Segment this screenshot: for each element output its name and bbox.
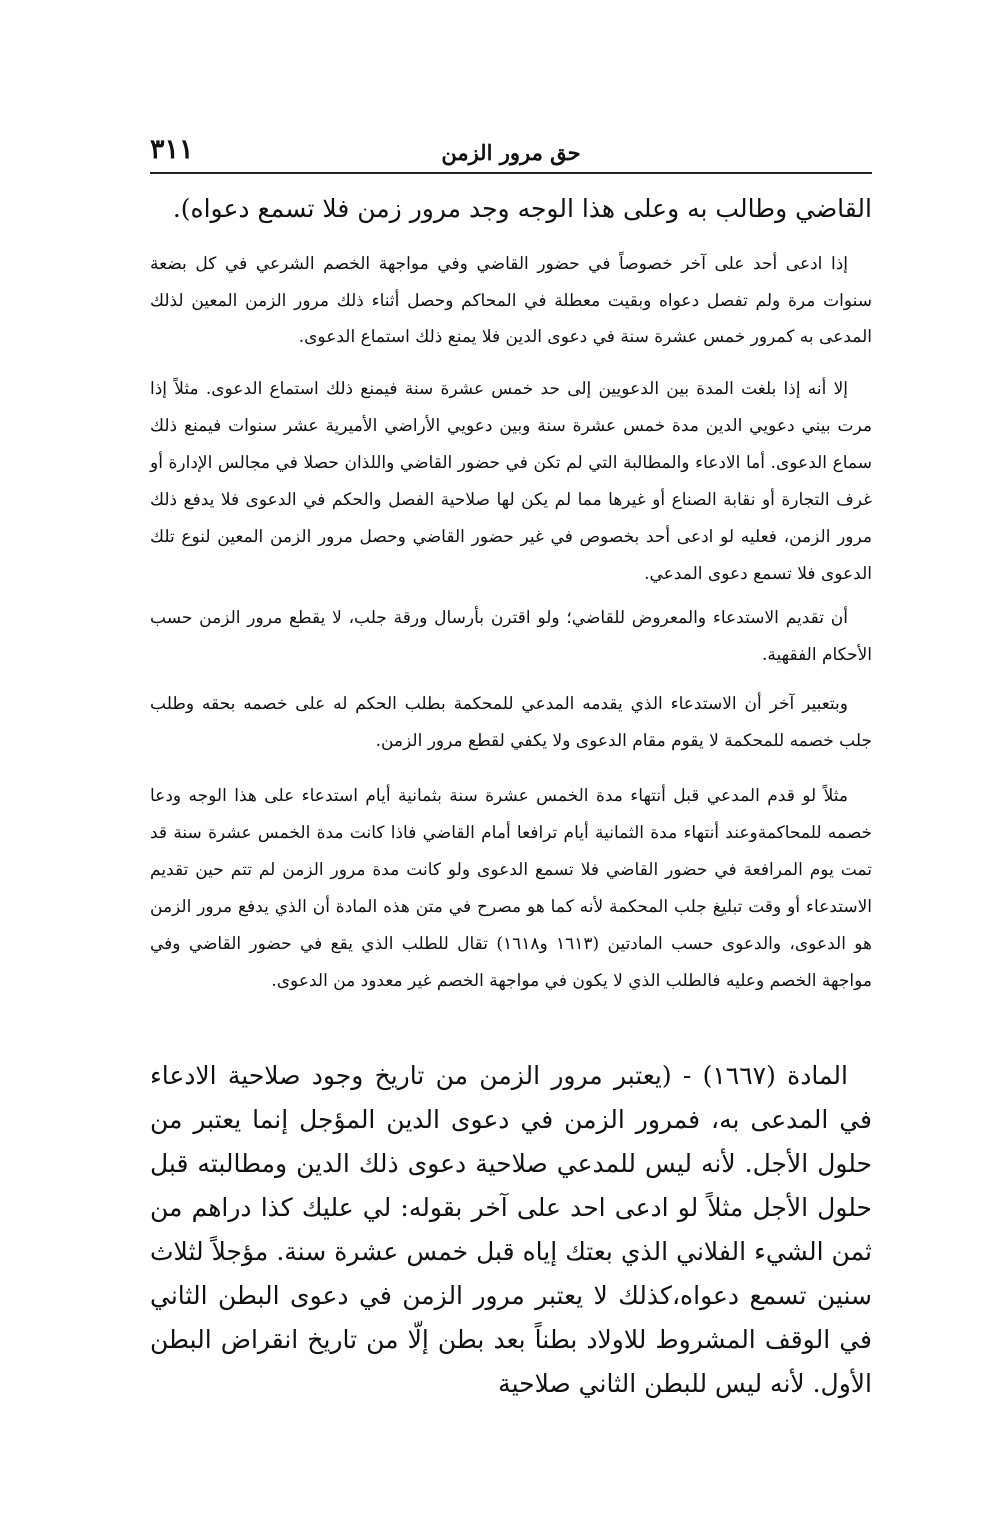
page-number: ٣١١ xyxy=(150,134,194,165)
paragraph-continuation: القاضي وطالب به وعلى هذا الوجه وجد مرور زمن فلا تسمع دعواه). xyxy=(172,194,872,223)
paragraph-commentary-2: إلا أنه إذا بلغت المدة بين الدعويين إلى حد خمس عشرة سنة فيمنع ذلك استماع الدعوى. مثلاً إذا مرت بيني دعويي الدين مدة خمس عشرة سنة وبين دعويي الأراضي الأميرية عشر سنوات فيمنع ذلك سماع الدعوى. أما الادعاء والمطالبة التي لم تكن في حضور القاضي واللذان حصلا في مجالس الإدارة أو غرف التجارة أو نقابة الصناع أو غيرها مما لم يكن لها صلاحية الفصل والحكم في الدعوى فلا يدفع ذلك مرور الزمن، فعليه لو ادعى أحد بخصوص في غير حضور القاضي وحصل مرور الزمن المعين لنوع تلك الدعوى فلا تسمع دعوى المدعي. xyxy=(150,379,872,584)
paragraph-commentary-4: وبتعبير آخر أن الاستدعاء الذي يقدمه المدعي للمحكمة بطلب الحكم له على خصمه بحقه وطلب جلب خصمه للمحكمة لا يقوم مقام الدعوى ولا يكفي لقطع مرور الزمن. xyxy=(150,694,872,751)
paragraph-example: مثلاً لو قدم المدعي قبل أنتهاء مدة الخمس عشرة سنة بثمانية أيام استدعاء على هذا الوجه ودعا خصمه للمحاكمةوعند أنتهاء مدة الثمانية أيام ترافعا أمام القاضي فاذا كانت مدة الخمس عشرة سنة قد تمت يوم المرافعة في حضور القاضي فلا تسمع الدعوى ولو كانت مدة مرور الزمن لم تتم حين تقديم الاستدعاء أو وقت تبليغ جلب المحكمة لأنه كما هو مصرح في متن هذه المادة أن الذي يدفع مرور الزمن هو الدعوى، والدعوى حسب المادتين (١٦١٣ و١٦١٨) تقال للطلب الذي يقع في حضور القاضي وفي مواجهة الخصم وعليه فالطلب الذي لا يكون في مواجهة الخصم غير معدود من الدعوى. xyxy=(150,786,872,991)
article-1667-text: المادة (١٦٦٧) - (يعتبر مرور الزمن من تاريخ وجود صلاحية الادعاء في المدعى به، فمرور الزمن في دعوى الدين المؤجل إنما يعتبر من حلول الأجل. لأنه ليس للمدعي صلاحية دعوى ذلك الدين ومطالبته قبل حلول الأجل مثلاً لو ادعى احد على آخر بقوله: لي عليك كذا دراهم من ثمن الشيء الفلاني الذي بعتك إياه قبل خمس عشرة سنة. مؤجلاً لثلاث سنين تسمع دعواه،كذلك لا يعتبر مرور الزمن في دعوى البطن الثاني في الوقف المشروط للاولاد بطناً بعد بطن إلّا من تاريخ انقراض البطن الأول. لأنه ليس للبطن الثاني صلاحية xyxy=(150,1061,872,1398)
page-header xyxy=(150,128,872,174)
running-title: حق مرور الزمن xyxy=(441,140,581,165)
paragraph-commentary-3: أن تقديم الاستدعاء والمعروض للقاضي؛ ولو اقترن بأرسال ورقة جلب، لا يقطع مرور الزمن حسب الأحكام الفقهية. xyxy=(150,608,872,665)
paragraph-commentary-1: إذا ادعى أحد على آخر خصوصاً في حضور القاضي وفي مواجهة الخصم الشرعي في كل بضعة سنوات مرة ولم تفصل دعواه وبقيت معطلة في المحاكم وحصل أثناء ذلك مرور الزمن المعين لذلك المدعى به كمرور خمس عشرة سنة في دعوى الدين فلا يمنع ذلك استماع الدعوى. xyxy=(150,254,872,347)
